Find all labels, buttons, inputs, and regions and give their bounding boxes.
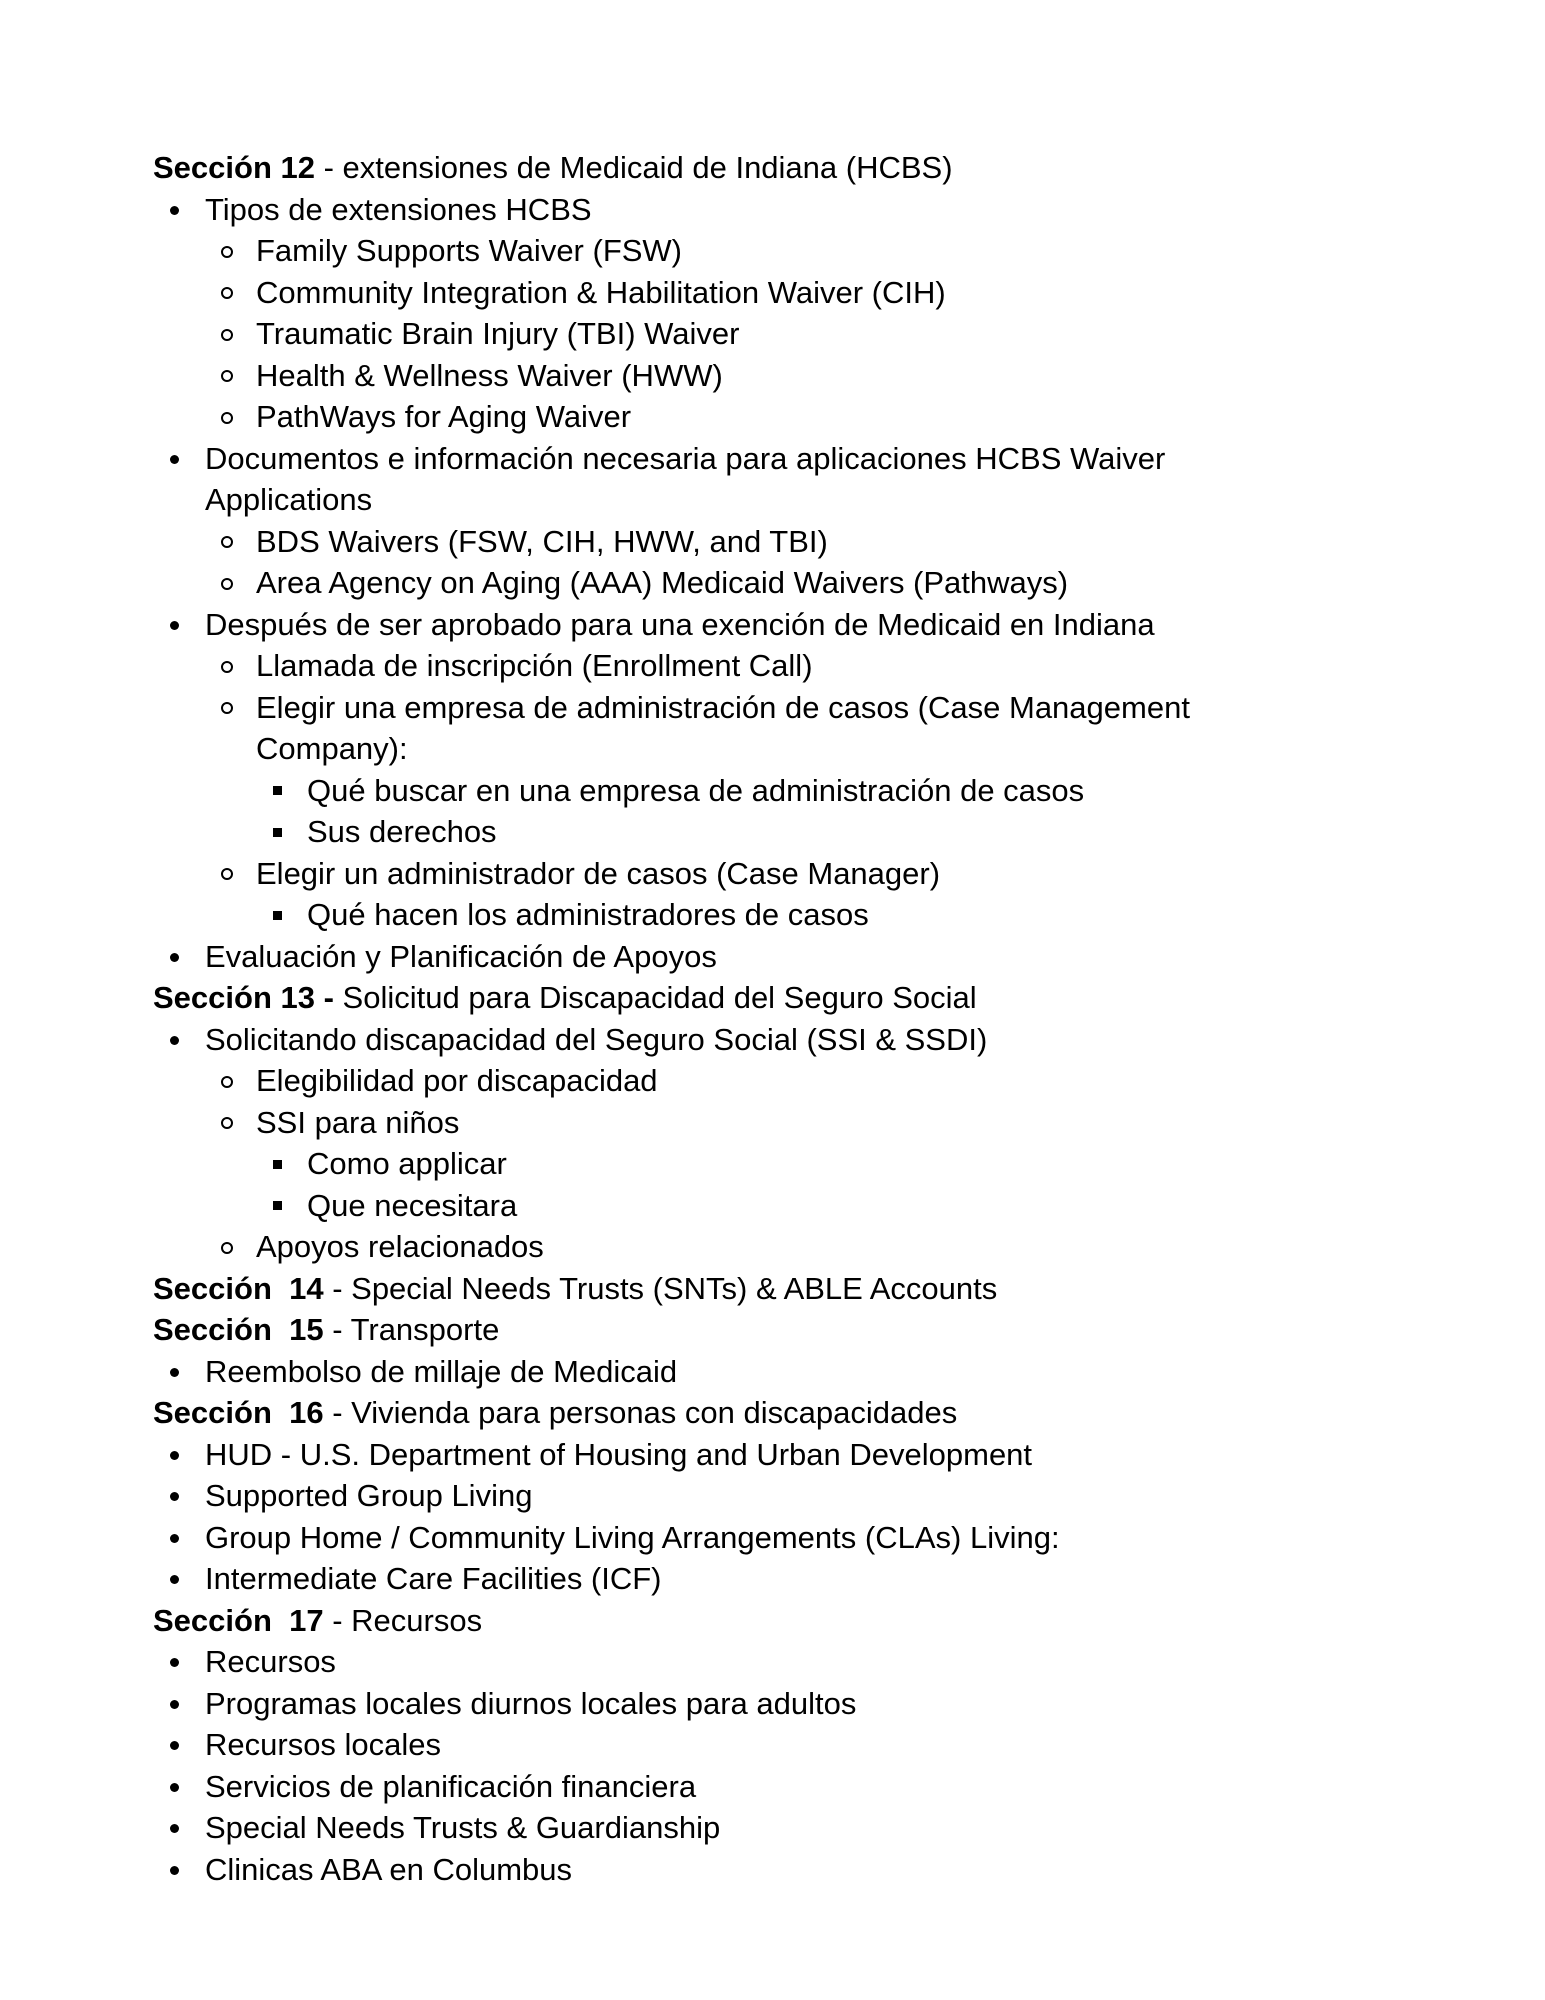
list-item: Elegibilidad por discapacidad [153, 1060, 1393, 1102]
section-15-title: - Transporte [323, 1312, 500, 1347]
list-item: Elegir una empresa de administración de casos (Case Management [153, 687, 1393, 729]
bullet-circle-icon [221, 536, 233, 548]
bullet-disc-icon [170, 1492, 179, 1501]
list-item: Qué hacen los administradores de casos [153, 894, 1393, 936]
list-item: Special Needs Trusts & Guardianship [153, 1807, 1393, 1849]
list-item: Health & Wellness Waiver (HWW) [153, 355, 1393, 397]
document-page [153, 147, 1393, 1890]
section-17-label: Sección 17 [153, 1602, 324, 1638]
section-12-heading [153, 147, 1393, 189]
list-item: Reembolso de millaje de Medicaid [153, 1351, 1393, 1393]
section-12-label: Sección 12 [153, 150, 315, 185]
list-item: Traumatic Brain Injury (TBI) Waiver [153, 313, 1393, 355]
bullet-circle-icon [221, 702, 233, 714]
list-item: Supported Group Living [153, 1475, 1393, 1517]
bullet-disc-icon [170, 621, 179, 630]
list-item: Recursos [153, 1641, 1393, 1683]
list-item: Programas locales diurnos locales para adultos [153, 1683, 1393, 1725]
section-13-label: Sección 13 - [153, 980, 334, 1015]
list-item: Documentos e información necesaria para aplicaciones HCBS Waiver [153, 438, 1393, 480]
list-item: Que necesitara [153, 1185, 1393, 1227]
list-item: Evaluación y Planificación de Apoyos [153, 936, 1393, 978]
list-item: Family Supports Waiver (FSW) [153, 230, 1393, 272]
list-item: Servicios de planificación financiera [153, 1766, 1393, 1808]
list-item: Llamada de inscripción (Enrollment Call) [153, 645, 1393, 687]
section-16-label: Sección 16 [153, 1395, 324, 1430]
bullet-disc-icon [170, 1783, 179, 1792]
list-item: Clinicas ABA en Columbus [153, 1849, 1393, 1891]
section-13-title: Solicitud para Discapacidad del Seguro Social [333, 980, 977, 1015]
list-item: Group Home / Community Living Arrangements (CLAs) Living: [153, 1517, 1393, 1559]
bullet-disc-icon [170, 1658, 179, 1667]
list-item: Después de ser aprobado para una exención de Medicaid en Indiana [153, 604, 1393, 646]
list-item: PathWays for Aging Waiver [153, 396, 1393, 438]
list-item: HUD - U.S. Department of Housing and Urban Development [153, 1434, 1393, 1476]
bullet-square-icon [273, 828, 282, 837]
bullet-disc-icon [170, 1036, 179, 1045]
section-14-title: - Special Needs Trusts (SNTs) & ABLE Accounts [323, 1270, 998, 1306]
list-item: SSI para niños [153, 1102, 1393, 1144]
bullet-circle-icon [221, 1242, 233, 1254]
list-item: Solicitando discapacidad del Seguro Social (SSI & SSDI) [153, 1019, 1393, 1061]
bullet-circle-icon [221, 412, 233, 424]
section-15-label: Sección 15 [153, 1312, 324, 1347]
list-item: Sus derechos [153, 811, 1393, 853]
bullet-circle-icon [221, 287, 233, 299]
bullet-square-icon [273, 1201, 282, 1210]
list-item: Apoyos relacionados [153, 1226, 1393, 1268]
bullet-disc-icon [170, 1368, 179, 1377]
section-17-title: - Recursos [323, 1602, 483, 1638]
bullet-circle-icon [221, 661, 233, 673]
list-item: Recursos locales [153, 1724, 1393, 1766]
list-item: Tipos de extensiones HCBS [153, 189, 1393, 231]
bullet-disc-icon [170, 1741, 179, 1750]
list-item-continuation: Applications [205, 482, 373, 517]
bullet-disc-icon [170, 455, 179, 464]
bullet-disc-icon [170, 953, 179, 962]
bullet-circle-icon [221, 578, 233, 590]
section-13-heading [153, 977, 1393, 1019]
bullet-disc-icon [170, 1700, 179, 1709]
bullet-disc-icon [170, 1575, 179, 1584]
bullet-disc-icon [170, 1866, 179, 1875]
bullet-circle-icon [221, 1076, 233, 1088]
bullet-square-icon [273, 911, 282, 920]
bullet-disc-icon [170, 206, 179, 215]
section-16-title: - Vivienda para personas con discapacidades [323, 1395, 958, 1430]
list-item: Como applicar [153, 1143, 1393, 1185]
bullet-circle-icon [221, 868, 233, 880]
section-14-label: Sección 14 [153, 1270, 324, 1306]
section-16-heading [153, 1392, 1393, 1434]
list-item: Elegir un administrador de casos (Case Manager) [153, 853, 1393, 895]
bullet-disc-icon [170, 1824, 179, 1833]
bullet-circle-icon [221, 1117, 233, 1129]
bullet-circle-icon [221, 329, 233, 341]
list-item: Community Integration & Habilitation Waiver (CIH) [153, 272, 1393, 314]
bullet-circle-icon [221, 370, 233, 382]
bullet-disc-icon [170, 1451, 179, 1460]
list-item-continuation: Company): [256, 731, 408, 766]
bullet-disc-icon [170, 1534, 179, 1543]
list-item: Qué buscar en una empresa de administración de casos [153, 770, 1393, 812]
section-14-heading [153, 1268, 1393, 1310]
section-15-heading [153, 1309, 1393, 1351]
list-item: Intermediate Care Facilities (ICF) [153, 1558, 1393, 1600]
bullet-circle-icon [221, 246, 233, 258]
bullet-square-icon [273, 1160, 282, 1169]
list-item: Area Agency on Aging (AAA) Medicaid Waivers (Pathways) [153, 562, 1393, 604]
section-17-heading [153, 1600, 1393, 1642]
bullet-square-icon [273, 786, 282, 795]
section-12-title: - extensiones de Medicaid de Indiana (HCBS) [314, 150, 953, 185]
list-item: BDS Waivers (FSW, CIH, HWW, and TBI) [153, 521, 1393, 563]
